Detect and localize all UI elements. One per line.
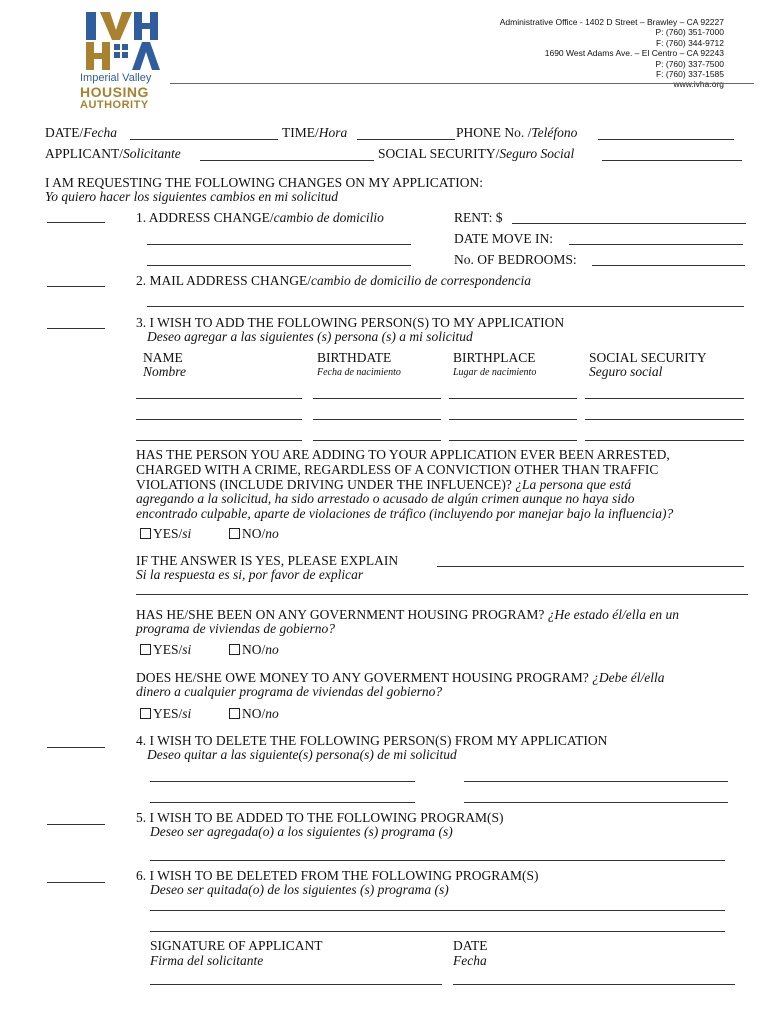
gov-program-question: HAS HE/SHE BEEN ON ANY GOVERNMENT HOUSING PROGRAM? ¿He estado él/ella en un: [136, 607, 679, 622]
signature-date-label: DATE: [453, 938, 488, 953]
owe-money-yes-option[interactable]: YES/si: [140, 706, 191, 722]
website-link[interactable]: www.ivha.org: [673, 79, 724, 90]
arrested-no-checkbox[interactable]: [229, 528, 240, 539]
section-3-label-es: Deseo agregar a las siguientes (s) persona (s) a mi solicitud: [147, 329, 473, 344]
delete-person-3-field[interactable]: [150, 802, 415, 803]
section-6-check-line[interactable]: [47, 882, 105, 883]
col-birthdate-header: BIRTHDATE: [317, 350, 392, 365]
address-line: P: (760) 351-7000: [655, 27, 724, 38]
signature-label: SIGNATURE OF APPLICANT: [150, 938, 323, 953]
rent-field[interactable]: [512, 223, 746, 224]
address-block: [500, 17, 724, 90]
applicant-field[interactable]: [200, 160, 374, 161]
person-2-birthplace-field[interactable]: [449, 419, 577, 420]
ssn-label: SOCIAL SECURITY/Seguro Social: [378, 146, 575, 161]
gov-program-yes-checkbox[interactable]: [140, 644, 151, 655]
delete-person-4-field[interactable]: [464, 802, 728, 803]
col-ssn-header: SOCIAL SECURITY: [589, 350, 707, 365]
gov-program-question-es: programa de viviendas de gobierno?: [136, 621, 335, 636]
intro-heading: I AM REQUESTING THE FOLLOWING CHANGES ON MY APPLICATION:: [45, 175, 483, 190]
col-name-header: NAME: [143, 350, 183, 365]
delete-program-field[interactable]: [150, 910, 725, 911]
logo-line-2: HOUSING: [80, 84, 149, 100]
gov-program-yes-option[interactable]: YES/si: [140, 642, 191, 658]
person-1-birthplace-field[interactable]: [449, 398, 577, 399]
arrested-question-line-3: VIOLATIONS (INCLUDE DRIVING UNDER THE INFLUENCE)? ¿La persona que está: [136, 477, 632, 492]
section-6-label: 6. I WISH TO BE DELETED FROM THE FOLLOWING PROGRAM(S): [136, 868, 539, 883]
address-line: F: (760) 344-9712: [655, 37, 724, 48]
explain-field[interactable]: [437, 566, 744, 567]
person-3-name-field[interactable]: [136, 440, 302, 441]
address-line: F: (760) 337-1585: [655, 69, 724, 80]
explain-label-es: Si la respuesta es si, por favor de explicar: [136, 567, 364, 582]
logo-line-1: Imperial Valley: [80, 72, 152, 84]
ssn-field[interactable]: [602, 160, 742, 161]
signature-date-label-es: Fecha: [453, 953, 487, 968]
section-5-label: 5. I WISH TO BE ADDED TO THE FOLLOWING PROGRAM(S): [136, 810, 504, 825]
date-field[interactable]: [130, 139, 278, 140]
col-birthdate-header-es: Fecha de nacimiento: [317, 367, 401, 378]
time-label: TIME/Hora: [282, 125, 348, 140]
bedrooms-label: No. OF BEDROOMS:: [454, 252, 577, 267]
section-5-check-line[interactable]: [47, 824, 105, 825]
gov-program-no-checkbox[interactable]: [229, 644, 240, 655]
arrested-question-line-2: CHARGED WITH A CRIME, REGARDLESS OF A CONVICTION OTHER THAN TRAFFIC: [136, 462, 659, 477]
address-line: P: (760) 337-7500: [655, 58, 724, 69]
rent-label: RENT: $: [454, 210, 503, 225]
applicant-label: APPLICANT/Solicitante: [45, 146, 181, 161]
section-5-label-es: Deseo ser agregada(o) a los siguientes (s) programa (s): [150, 824, 453, 839]
person-2-birthdate-field[interactable]: [313, 419, 441, 420]
logo-line-3: AUTHORITY: [80, 99, 149, 111]
section-3-check-line[interactable]: [47, 328, 105, 329]
section-2-check-line[interactable]: [47, 286, 105, 287]
owe-money-no-option[interactable]: NO/no: [229, 706, 279, 722]
date-label: DATE/Fecha: [45, 125, 117, 140]
new-address-field-2[interactable]: [147, 265, 411, 266]
phone-field[interactable]: [598, 139, 734, 140]
section-4-check-line[interactable]: [47, 747, 105, 748]
owe-money-yes-checkbox[interactable]: [140, 708, 151, 719]
header-divider: [170, 83, 754, 84]
arrested-no-option[interactable]: NO/no: [229, 526, 279, 542]
person-3-birthplace-field[interactable]: [449, 440, 577, 441]
col-name-header-es: Nombre: [143, 364, 186, 379]
move-in-label: DATE MOVE IN:: [454, 231, 553, 246]
owe-money-question-es: dinero a cualquier programa de viviendas del gobierno?: [136, 684, 443, 699]
time-field[interactable]: [357, 139, 455, 140]
signature-date-field[interactable]: [453, 984, 735, 985]
person-3-ssn-field[interactable]: [585, 440, 744, 441]
delete-program-field-2[interactable]: [150, 931, 725, 932]
arrested-question-line-5: encontrado culpable, aparte de violaciones de tráfico (incluyendo por manejar bajo la influencia)?: [136, 506, 674, 521]
explain-field-2[interactable]: [136, 594, 748, 595]
person-3-birthdate-field[interactable]: [313, 440, 441, 441]
section-1-check-line[interactable]: [47, 222, 105, 223]
owe-money-question: DOES HE/SHE OWE MONEY TO ANY GOVERMENT HOUSING PROGRAM? ¿Debe él/ella: [136, 670, 665, 685]
section-2-label: 2. MAIL ADDRESS CHANGE/cambio de domicilio de correspondencia: [136, 273, 531, 288]
section-1-label: 1. ADDRESS CHANGE/cambio de domicilio: [136, 210, 384, 225]
section-6-label-es: Deseo ser quitada(o) de los siguientes (s) programa (s): [150, 882, 449, 897]
address-line: Administrative Office - 1402 D Street – Brawley – CA 92227: [499, 17, 724, 27]
person-2-name-field[interactable]: [136, 419, 302, 420]
phone-label: PHONE No. /Teléfono: [456, 125, 578, 140]
arrested-question-line-4: agregando a la solicitud, ha sido arrestado o acusado de algún crimen aunque no haya sido: [136, 491, 635, 506]
signature-field[interactable]: [150, 984, 442, 985]
intro-heading-es: Yo quiero hacer los siguientes cambios en mi solicitud: [45, 189, 338, 204]
section-4-label: 4. I WISH TO DELETE THE FOLLOWING PERSON(S) FROM MY APPLICATION: [136, 733, 608, 748]
arrested-yes-option[interactable]: YES/si: [140, 526, 191, 542]
col-birthplace-header: BIRTHPLACE: [453, 350, 536, 365]
person-1-ssn-field[interactable]: [585, 398, 744, 399]
col-ssn-header-es: Seguro social: [589, 364, 663, 379]
person-1-name-field[interactable]: [136, 398, 302, 399]
gov-program-no-option[interactable]: NO/no: [229, 642, 279, 658]
ivha-logo-mark-icon: [82, 10, 160, 72]
signature-label-es: Firma del solicitante: [150, 953, 264, 968]
owe-money-no-checkbox[interactable]: [229, 708, 240, 719]
mail-address-field[interactable]: [147, 306, 744, 307]
section-4-label-es: Deseo quitar a las siguiente(s) persona(s) de mi solicitud: [147, 747, 457, 762]
explain-label: IF THE ANSWER IS YES, PLEASE EXPLAIN: [136, 553, 399, 568]
section-3-label: 3. I WISH TO ADD THE FOLLOWING PERSON(S) TO MY APPLICATION: [136, 315, 565, 330]
delete-person-2-field[interactable]: [464, 781, 728, 782]
arrested-question-line-1: HAS THE PERSON YOU ARE ADDING TO YOUR APPLICATION EVER BEEN ARRESTED,: [136, 447, 670, 462]
address-line: 1690 West Adams Ave. – El Centro – CA 92243: [544, 48, 724, 59]
ivha-logo: [78, 10, 164, 110]
add-program-field[interactable]: [150, 860, 725, 861]
person-1-birthdate-field[interactable]: [313, 398, 441, 399]
bedrooms-field[interactable]: [592, 265, 745, 266]
delete-person-1-field[interactable]: [150, 781, 415, 782]
person-2-ssn-field[interactable]: [585, 419, 744, 420]
move-in-field[interactable]: [569, 244, 743, 245]
arrested-yes-checkbox[interactable]: [140, 528, 151, 539]
new-address-field[interactable]: [147, 244, 411, 245]
col-birthplace-header-es: Lugar de nacimiento: [453, 367, 537, 378]
